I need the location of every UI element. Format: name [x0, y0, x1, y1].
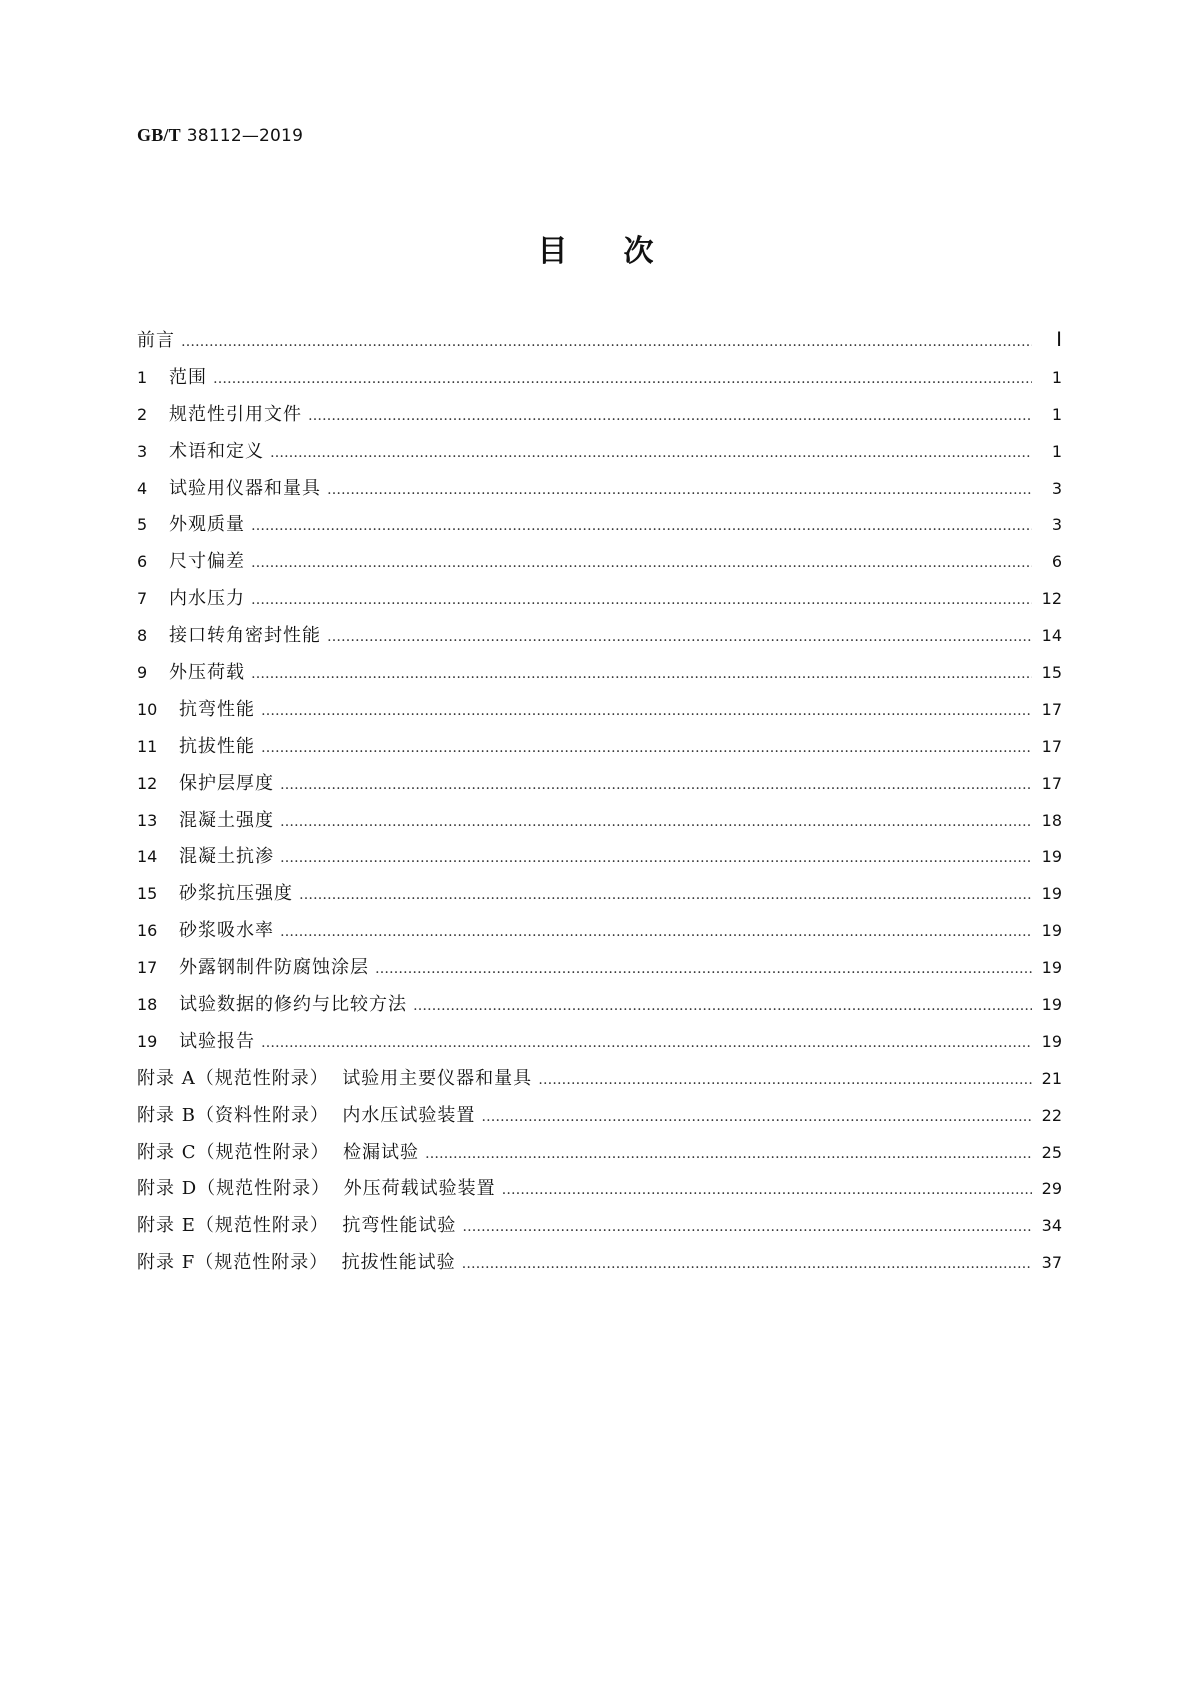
section-number: 11 [137, 736, 158, 756]
appendix-title: 抗拔性能试验 [341, 1252, 456, 1274]
appendix-title: 试验用主要仪器和量具 [342, 1067, 533, 1089]
toc-entry-section[interactable] [137, 437, 1062, 474]
dot-leader [213, 371, 1032, 387]
toc-entry-section[interactable] [137, 879, 1062, 916]
toc-entry-section[interactable] [137, 990, 1062, 1027]
toc-entry-foreword[interactable] [137, 326, 1062, 363]
dot-leader [261, 740, 1032, 756]
dot-leader [251, 555, 1032, 571]
toc-entry-appendix[interactable] [137, 1211, 1062, 1248]
appendix-label: 附录 D（规范性附录） [137, 1178, 331, 1200]
dot-leader [462, 1256, 1032, 1272]
section-number: 1 [137, 367, 148, 387]
dot-leader [251, 592, 1032, 608]
toc-entry-section[interactable] [137, 510, 1062, 547]
toc-page-number: 19 [1041, 958, 1062, 978]
toc-page-number: 17 [1041, 699, 1062, 719]
dot-leader [251, 666, 1032, 682]
toc-page-number: 17 [1041, 773, 1062, 793]
toc-entry-section[interactable] [137, 363, 1062, 400]
section-number: 8 [137, 626, 148, 646]
dot-leader [280, 777, 1032, 793]
section-number: 12 [137, 773, 158, 793]
toc-page-number: 19 [1041, 995, 1062, 1015]
section-title: 保护层厚度 [179, 772, 274, 794]
section-title: 砂浆吸水率 [179, 920, 274, 942]
appendix-title: 抗弯性能试验 [342, 1215, 457, 1237]
toc-entry-section[interactable] [137, 621, 1062, 658]
toc-entry-appendix[interactable] [137, 1174, 1062, 1211]
toc-entry-section[interactable] [137, 769, 1062, 806]
toc-entry-section[interactable] [137, 658, 1062, 695]
toc-page-number: 12 [1041, 589, 1062, 609]
toc-entry-section[interactable] [137, 842, 1062, 879]
toc-page-number: 21 [1041, 1068, 1062, 1088]
appendix-label: 附录 A（规范性附录） [137, 1067, 329, 1089]
toc-entry-section[interactable] [137, 584, 1062, 621]
section-title: 抗拔性能 [179, 735, 255, 757]
toc-page-number: 19 [1041, 1031, 1062, 1051]
standard-prefix: GB/T [137, 125, 181, 145]
appendix-label: 附录 C（规范性附录） [137, 1141, 330, 1163]
section-number: 13 [137, 810, 158, 830]
dot-leader [327, 629, 1032, 645]
toc-entry-appendix[interactable] [137, 1248, 1062, 1285]
section-title: 试验用仪器和量具 [169, 477, 321, 499]
toc-page-number: 29 [1041, 1179, 1062, 1199]
section-number: 10 [137, 699, 158, 719]
toc-entry-section[interactable] [137, 547, 1062, 584]
dot-leader [538, 1072, 1032, 1088]
appendix-label: 附录 F（规范性附录） [137, 1252, 329, 1274]
dot-leader [462, 1219, 1032, 1235]
section-number: 17 [137, 958, 158, 978]
toc-page-number: 37 [1041, 1253, 1062, 1273]
toc-page-number: 17 [1041, 736, 1062, 756]
section-number: 2 [137, 404, 148, 424]
section-number: 16 [137, 921, 158, 941]
toc-page-number: 1 [1051, 441, 1062, 461]
appendix-title: 内水压试验装置 [342, 1104, 476, 1126]
toc-page-number: 34 [1041, 1216, 1062, 1236]
page-title: 目次 [537, 234, 710, 269]
section-number: 19 [137, 1031, 158, 1051]
section-title: 混凝土抗渗 [179, 846, 274, 868]
section-title: 内水压力 [169, 588, 245, 610]
section-title: 抗弯性能 [179, 698, 255, 720]
section-title: 接口转角密封性能 [169, 625, 321, 647]
section-title: 规范性引用文件 [169, 403, 302, 425]
section-number: 4 [137, 478, 148, 498]
toc-entry-appendix[interactable] [137, 1101, 1062, 1138]
toc-page-number: 22 [1041, 1105, 1062, 1125]
toc-entry-section[interactable] [137, 695, 1062, 732]
section-title: 外压荷载 [169, 662, 245, 684]
dot-leader [251, 518, 1032, 534]
dot-leader [413, 998, 1032, 1014]
appendix-label: 附录 B（资料性附录） [137, 1104, 329, 1126]
toc-page-number: 1 [1051, 404, 1062, 424]
toc-entry-appendix[interactable] [137, 1138, 1062, 1175]
dot-leader [261, 1035, 1032, 1051]
standard-number: 38112—2019 [186, 126, 304, 146]
toc-page-number: 14 [1041, 626, 1062, 646]
toc-entry-appendix[interactable] [137, 1064, 1062, 1101]
toc-entry-label: 前言 [137, 330, 175, 351]
standard-code [137, 125, 303, 146]
toc-entry-section[interactable] [137, 400, 1062, 437]
toc-page-number: 6 [1051, 552, 1062, 572]
toc-entry-section[interactable] [137, 806, 1062, 843]
dot-leader [299, 887, 1032, 903]
dot-leader [481, 1109, 1032, 1125]
dot-leader [181, 334, 1032, 350]
section-number: 5 [137, 515, 148, 535]
toc-page-number: 15 [1041, 663, 1062, 683]
section-title: 术语和定义 [169, 440, 264, 462]
section-number: 7 [137, 589, 148, 609]
toc-page-number: 19 [1041, 847, 1062, 867]
toc-entry-section[interactable] [137, 916, 1062, 953]
appendix-title: 外压荷载试验装置 [343, 1178, 496, 1200]
toc-page-number: 3 [1051, 515, 1062, 535]
dot-leader [280, 924, 1032, 940]
section-title: 试验数据的修约与比较方法 [179, 994, 407, 1016]
toc-page-number: Ⅰ [1056, 329, 1062, 351]
toc-page-number: 19 [1041, 884, 1062, 904]
toc-entry-section[interactable] [137, 953, 1062, 990]
section-title: 混凝土强度 [179, 809, 274, 831]
dot-leader [502, 1182, 1032, 1198]
toc-entry-section[interactable] [137, 474, 1062, 511]
section-number: 6 [137, 552, 148, 572]
section-title: 试验报告 [179, 1030, 255, 1052]
appendix-label: 附录 E（规范性附录） [137, 1215, 329, 1237]
dot-leader [261, 703, 1032, 719]
section-number: 18 [137, 995, 158, 1015]
toc-page-number: 1 [1051, 367, 1062, 387]
dot-leader [280, 814, 1032, 830]
table-of-contents [137, 326, 1062, 1285]
section-number: 3 [137, 441, 148, 461]
appendix-title: 检漏试验 [342, 1141, 419, 1163]
section-title: 范围 [169, 366, 207, 388]
section-title: 外露钢制件防腐蚀涂层 [179, 957, 369, 979]
section-title: 尺寸偏差 [169, 551, 245, 573]
toc-entry-section[interactable] [137, 732, 1062, 769]
dot-leader [270, 445, 1032, 461]
toc-entry-section[interactable] [137, 1027, 1062, 1064]
dot-leader [425, 1146, 1032, 1162]
dot-leader [308, 408, 1032, 424]
dot-leader [280, 850, 1032, 866]
section-title: 外观质量 [169, 514, 245, 536]
dot-leader [327, 482, 1032, 498]
section-number: 9 [137, 663, 148, 683]
section-number: 14 [137, 847, 158, 867]
dot-leader [375, 961, 1032, 977]
toc-page-number: 18 [1041, 810, 1062, 830]
section-number: 15 [137, 884, 158, 904]
toc-page-number: 3 [1051, 478, 1062, 498]
section-title: 砂浆抗压强度 [179, 883, 293, 905]
toc-page-number: 19 [1041, 921, 1062, 941]
toc-page-number: 25 [1041, 1142, 1062, 1162]
